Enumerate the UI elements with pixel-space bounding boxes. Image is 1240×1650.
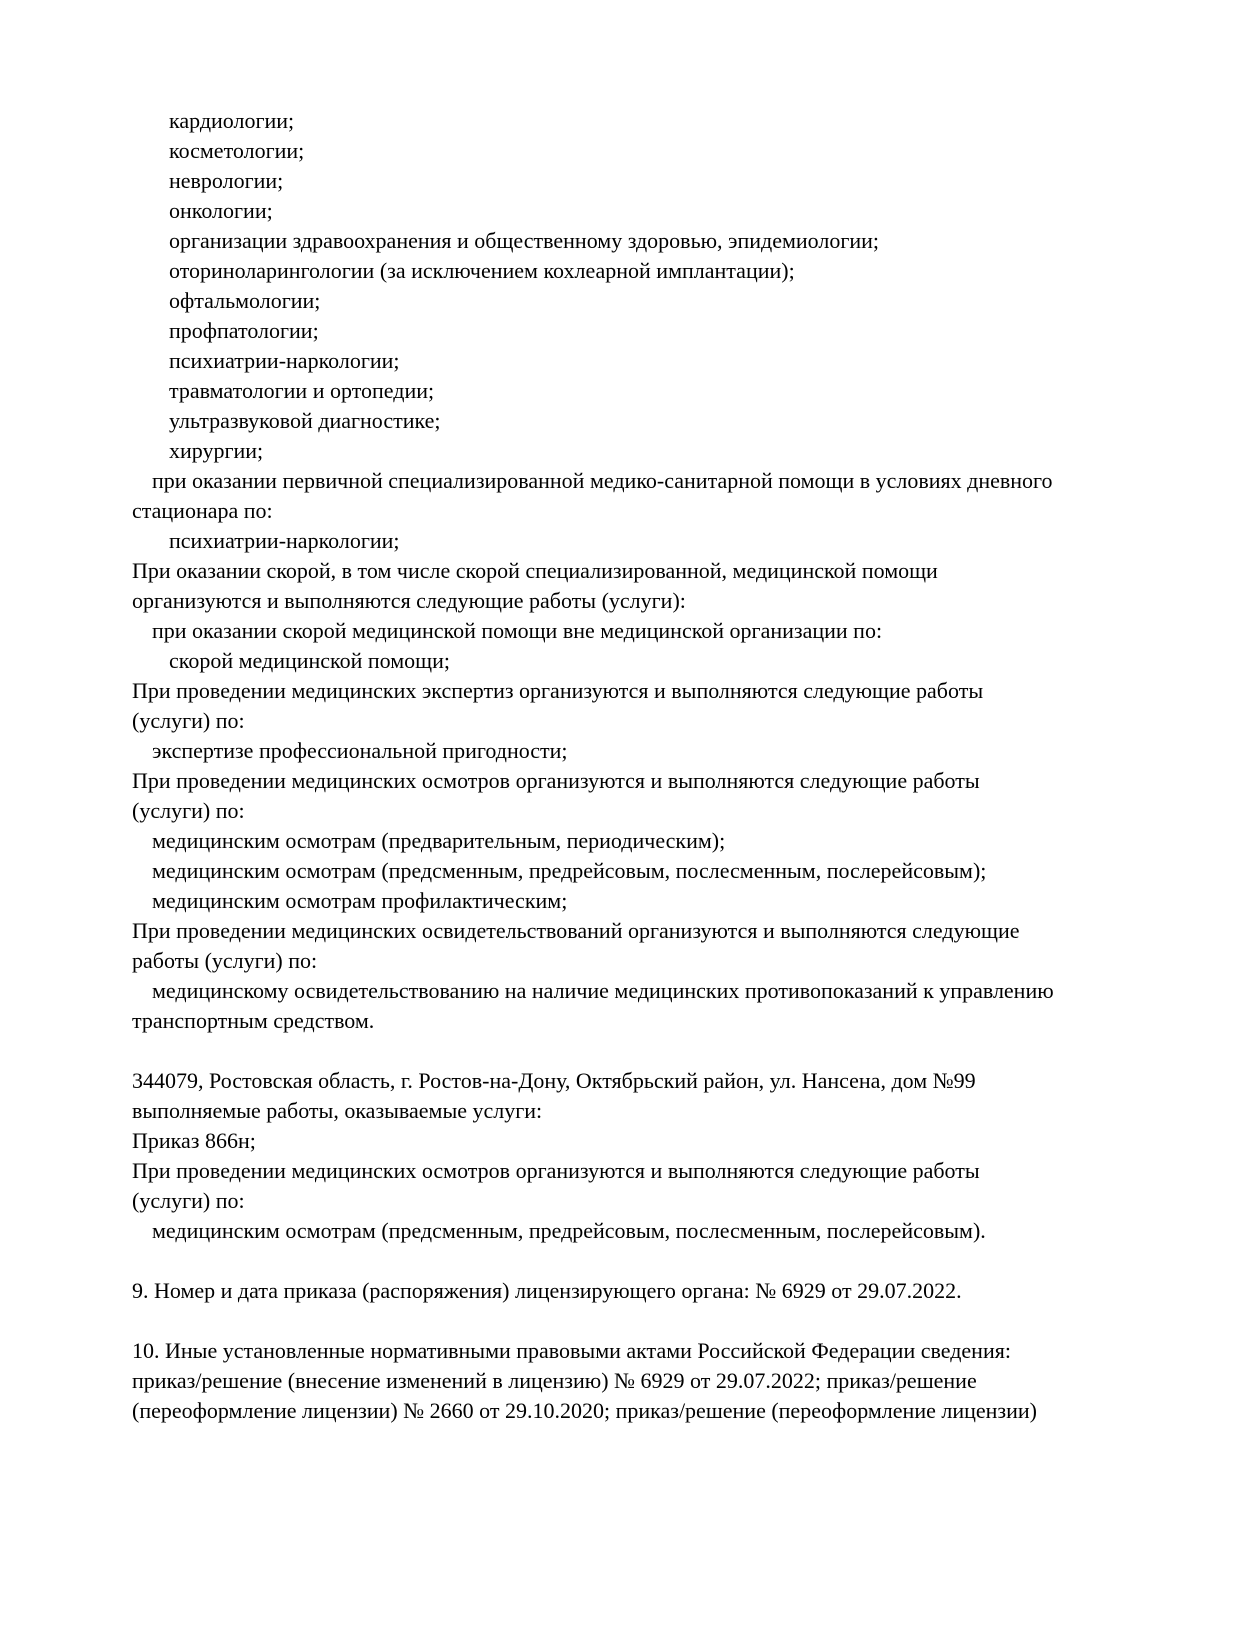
text-line: медицинскому освидетельствованию на наличие медицинских противопоказаний к управлению [152,978,1054,1003]
text-line: (услуги) по: [132,1188,245,1213]
text-line: медицинским осмотрам (предсменным, предрейсовым, послесменным, послерейсовым). [152,1218,986,1243]
text-line: работы (услуги) по: [132,948,318,973]
document-text [132,106,1172,1426]
text-line: организации здравоохранения и общественному здоровью, эпидемиологии; [169,228,880,253]
blank-line [132,1036,1172,1066]
text-line: при оказании скорой медицинской помощи вне медицинской организации по: [152,618,883,643]
text-line: При проведении медицинских освидетельствований организуются и выполняются следующие [132,918,1020,943]
text-line: (услуги) по: [132,798,245,823]
text-line: выполняемые работы, оказываемые услуги: [132,1098,543,1123]
text-line: профпатологии; [169,318,319,343]
text-line: 10. Иные установленные нормативными правовыми актами Российской Федерации сведения: [132,1338,1011,1363]
text-line: травматологии и ортопедии; [169,378,435,403]
text-line: ультразвуковой диагностике; [169,408,441,433]
text-line: оториноларингологии (за исключением кохлеарной имплантации); [169,258,795,283]
text-line: косметологии; [169,138,305,163]
text-line: психиатрии-наркологии; [169,348,400,373]
text-line: (переоформление лицензии) № 2660 от 29.10.2020; приказ/решение (переоформление лицензии) [132,1398,1037,1423]
text-line: психиатрии-наркологии; [169,528,400,553]
text-line: организуются и выполняются следующие работы (услуги): [132,588,686,613]
text-line: Приказ 866н; [132,1128,256,1153]
text-line: 344079, Ростовская область, г. Ростов-на-Дону, Октябрьский район, ул. Нансена, дом №99 [132,1068,976,1093]
text-line: медицинским осмотрам профилактическим; [152,888,568,913]
text-line: При проведении медицинских экспертиз организуются и выполняются следующие работы [132,678,984,703]
text-line: хирургии; [169,438,264,463]
text-line: онкологии; [169,198,273,223]
text-line: При проведении медицинских осмотров организуются и выполняются следующие работы [132,1158,980,1183]
text-line: При оказании скорой, в том числе скорой специализированной, медицинской помощи [132,558,938,583]
blank-line [132,1306,1172,1336]
text-line: 9. Номер и дата приказа (распоряжения) лицензирующего органа: № 6929 от 29.07.2022. [132,1278,962,1303]
blank-line [132,1246,1172,1276]
text-line: офтальмологии; [169,288,321,313]
text-line: скорой медицинской помощи; [169,648,451,673]
text-line: неврологии; [169,168,284,193]
text-line: медицинским осмотрам (предсменным, предрейсовым, послесменным, послерейсовым); [152,858,987,883]
text-line: приказ/решение (внесение изменений в лицензию) № 6929 от 29.07.2022; приказ/решение [132,1368,977,1393]
text-line: транспортным средством. [132,1008,375,1033]
text-line: (услуги) по: [132,708,245,733]
text-line: экспертизе профессиональной пригодности; [152,738,568,763]
text-line: При проведении медицинских осмотров организуются и выполняются следующие работы [132,768,980,793]
text-line: кардиологии; [169,108,295,133]
text-line: стационара по: [132,498,273,523]
text-line: при оказании первичной специализированной медико-санитарной помощи в условиях дневного [152,468,1053,493]
text-line: медицинским осмотрам (предварительным, периодическим); [152,828,726,853]
